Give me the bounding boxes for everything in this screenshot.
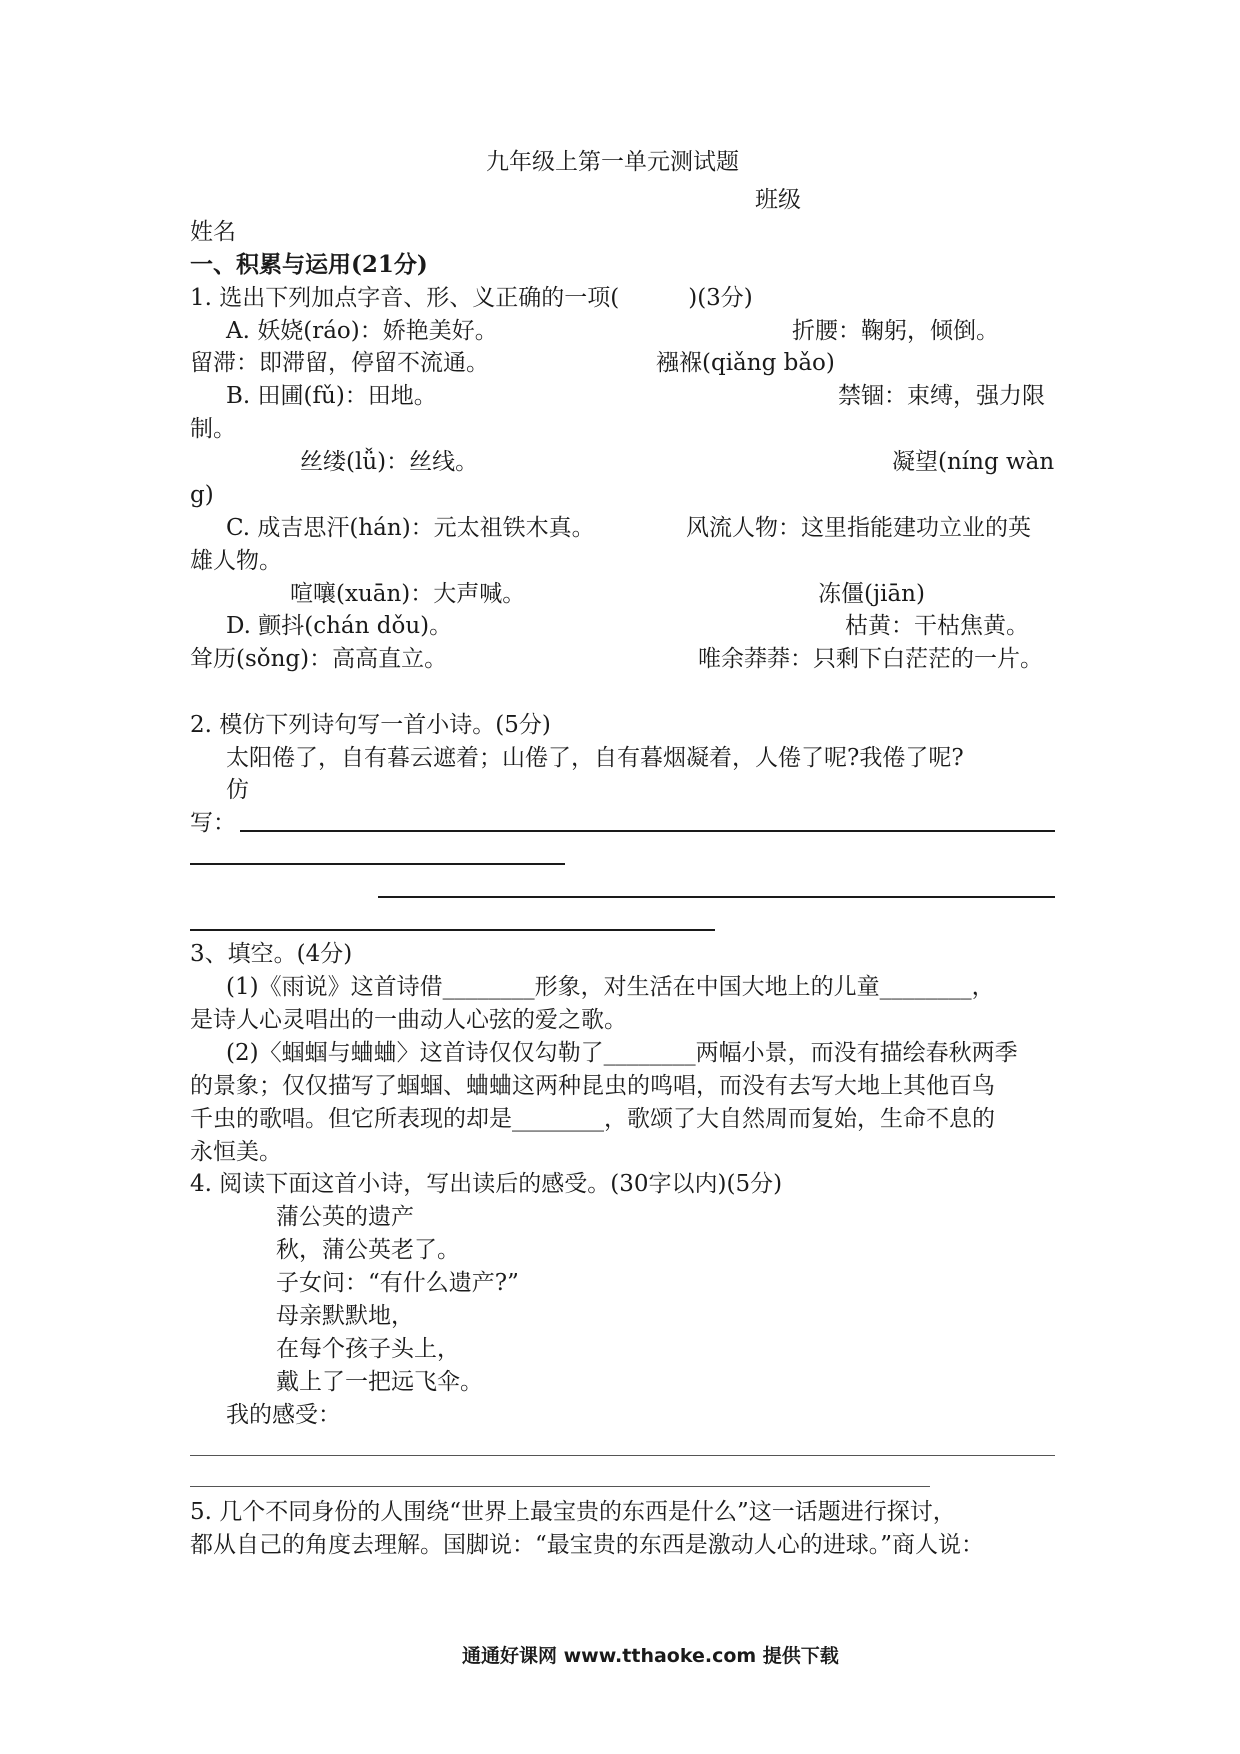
q1-option-b-1: B. 田圃(fǔ)：田地。 (226, 383, 437, 409)
q1-option-a-2: 折腰：鞠躬，倾倒。 (792, 318, 999, 344)
q1-option-c-1: C. 成吉思汗(hán)：元太祖铁木真。 (226, 515, 595, 541)
q2-xie: 写： (190, 810, 236, 836)
q3-line-6: 永恒美。 (190, 1139, 282, 1165)
q3-line-4: 的景象；仅仅描写了蝈蝈、蛐蛐这两种昆虫的鸣唱，而没有去写大地上其他百鸟 (190, 1073, 995, 1099)
q5-line-2: 都从自己的角度去理解。国脚说：“最宝贵的东西是激动人心的进球。”商人说： (190, 1532, 985, 1558)
q2-fang: 仿 (226, 777, 249, 803)
footer-credit: 通通好课网 www.tthaoke.com 提供下载 (462, 1645, 839, 1667)
q3-stem: 3、填空。(4分) (190, 941, 353, 967)
q3-line-1: (1)《雨说》这首诗借________形象，对生活在中国大地上的儿童________， (226, 974, 995, 1000)
q1-option-c-4: 喧嚷(xuān)：大声喊。 (290, 581, 526, 607)
q1-option-a-4: 襁褓(qiǎng bǎo) (656, 350, 835, 376)
q1-option-b-3: 制。 (190, 416, 236, 442)
answer-line[interactable] (190, 1486, 930, 1487)
q1-option-d-3: 耸历(sǒng)：高高直立。 (190, 646, 448, 672)
answer-line[interactable] (240, 830, 1055, 832)
q1-option-b-6: g) (190, 482, 214, 508)
answer-line[interactable] (378, 896, 1055, 898)
name-label: 姓名 (190, 219, 236, 245)
q4-poem-line: 蒲公英的遗产 (276, 1204, 414, 1230)
q3-line-3: (2)〈蝈蝈与蛐蛐〉这首诗仅仅勾勒了________两幅小景，而没有描绘春秋两季 (226, 1040, 1018, 1066)
q1-option-d-1: D. 颤抖(chán dǒu)。 (226, 613, 453, 639)
q1-option-a-1: A. 妖娆(ráo)：娇艳美好。 (226, 318, 498, 344)
q4-poem-line: 母亲默默地， (276, 1303, 414, 1329)
class-label: 班级 (755, 187, 801, 213)
q4-poem-line: 秋，蒲公英老了。 (276, 1237, 460, 1263)
q1-option-b-4: 丝缕(lǚ)：丝线。 (300, 449, 479, 475)
q3-line-5: 千虫的歌唱。但它所表现的却是________，歌颂了大自然周而复始，生命不息的 (190, 1106, 995, 1132)
q4-poem-line: 在每个孩子头上， (276, 1336, 460, 1362)
q1-option-c-2: 风流人物：这里指能建功立业的英 (686, 515, 1031, 541)
answer-line[interactable] (190, 929, 715, 931)
q3-line-2: 是诗人心灵唱出的一曲动人心弦的爱之歌。 (190, 1007, 627, 1033)
q2-stem: 2. 模仿下列诗句写一首小诗。(5分) (190, 712, 551, 738)
q1-option-d-4: 唯余莽莽：只剩下白茫茫的一片。 (698, 646, 1043, 672)
q2-poem: 太阳倦了，自有暮云遮着；山倦了，自有暮烟凝着，人倦了呢?我倦了呢? (226, 745, 964, 771)
section-heading: 一、积累与运用(21分) (190, 251, 428, 278)
q1-option-c-3: 雄人物。 (190, 548, 282, 574)
q4-stem: 4. 阅读下面这首小诗，写出读后的感受。(30字以内)(5分) (190, 1171, 783, 1197)
q1-option-d-2: 枯黄：干枯焦黄。 (845, 613, 1029, 639)
q4-poem-line: 子女问：“有什么遗产?” (276, 1270, 519, 1296)
q1-option-b-2: 禁锢：束缚，强力限 (838, 383, 1045, 409)
q1-stem: 1. 选出下列加点字音、形、义正确的一项( )(3分) (190, 285, 753, 311)
q4-feel-label: 我的感受： (226, 1402, 341, 1428)
page-title: 九年级上第一单元测试题 (486, 149, 739, 175)
answer-line[interactable] (190, 863, 565, 865)
q4-poem-line: 戴上了一把远飞伞。 (276, 1369, 483, 1395)
q1-option-c-5: 冻僵(jiān) (818, 581, 925, 607)
q1-option-a-3: 留滞：即滞留，停留不流通。 (190, 350, 489, 376)
q5-line-1: 5. 几个不同身份的人围绕“世界上最宝贵的东西是什么”这一话题进行探讨， (190, 1499, 956, 1525)
answer-line[interactable] (190, 1455, 1055, 1456)
q1-option-b-5: 凝望(níng wàn (892, 449, 1055, 475)
